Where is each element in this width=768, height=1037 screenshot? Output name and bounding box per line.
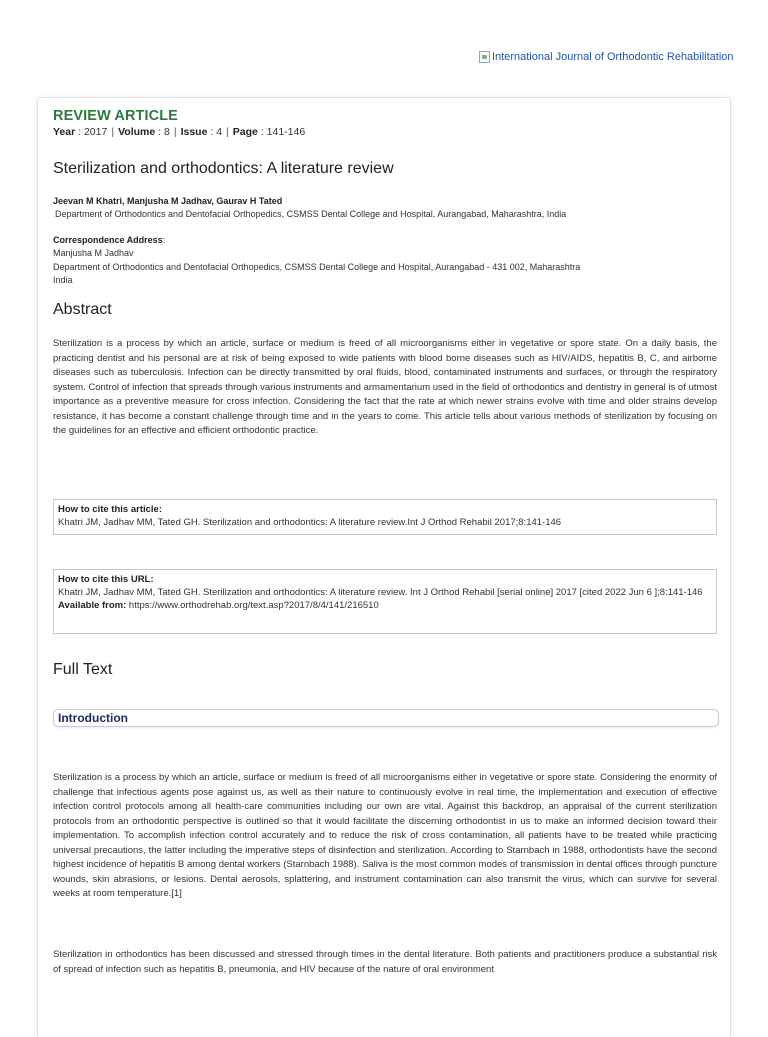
- cite-article-box: [53, 499, 717, 535]
- correspondence-country: India: [53, 275, 73, 285]
- meta-separator: |: [226, 126, 229, 138]
- cite-url-text: Khatri JM, Jadhav MM, Tated GH. Sterilization and orthodontics: A literature review. Int J Orthod Rehabil [serial online] 2017 [cited 2022 Jun 6 ];8:141-146: [58, 587, 703, 598]
- correspondence-label-text: Correspondence Address: [53, 235, 163, 245]
- page-label: Page: [232, 126, 258, 138]
- introduction-section-title: Introduction: [58, 711, 128, 725]
- cite-url-box: [53, 569, 717, 634]
- page-value: 141-146: [266, 126, 306, 138]
- journal-logo-alt-text: International Journal of Orthodontic Rehabilitation: [492, 51, 734, 63]
- broken-image-icon: [479, 51, 490, 63]
- meta-separator: |: [111, 126, 115, 138]
- author-affiliation: Department of Orthodontics and Dentofacial Orthopedics, CSMSS Dental College and Hospital, Aurangabad, Maharashtra, India: [55, 209, 567, 219]
- journal-logo-link[interactable]: [479, 47, 739, 67]
- correspondence-label: Correspondence Address:: [53, 235, 166, 245]
- abstract-heading: Abstract: [53, 301, 112, 318]
- year-label: Year: [53, 126, 76, 138]
- correspondence-address: Department of Orthodontics and Dentofacial Orthopedics, CSMSS Dental College and Hospital, Aurangabad - 431 002, Maharashtra: [53, 262, 581, 272]
- article-card: [37, 97, 731, 1037]
- introduction-paragraph-1: Sterilization is a process by which an article, surface or medium is freed of all microorganisms either in vegetative or spore state. Considering the enormity of challenge that infectious agents pose against us, as well as their nature to continuously evolve in real time, the implementation and execution of effective infection control protocols among all health-care communities including our own are vital. Against this backdrop, an appraisal of the current sterilization protocols from an orthodontic perspective is outlined so that it would facilitate the discerning orthodontist in us to make an informed decision toward their implementation. To accomplish infection control accurately and to reduce the risk of cross contamination, all patients have to be treated while practicing universal precautions, the latter including the imperative steps of disinfection and sterilization. According to Starnbach in 1988, orthodontists have the second highest incidence of hepatitis B among dental workers (Starnbach 1988). Saliva is the most common modes of transmission in dental offices through puncture wounds, skin abrasions, or lesions. Dental aerosols, splattering, and instrument contamination can also transmit the virus, which can survive for several weeks at room temperature.[1]: [53, 772, 717, 899]
- cite-article-text: Khatri JM, Jadhav MM, Tated GH. Sterilization and orthodontics: A literature review.Int J Orthod Rehabil 2017;8:141-146: [58, 517, 562, 528]
- volume-value: 8: [163, 126, 170, 138]
- issue-value: 4: [216, 126, 223, 138]
- cite-article-label: How to cite this article:: [58, 504, 162, 515]
- article-authors: Jeevan M Khatri, Manjusha M Jadhav, Gaurav H Tated: [53, 196, 283, 206]
- issue-label: Issue: [180, 126, 208, 138]
- article-url-link[interactable]: https://www.orthodrehab.org/text.asp?2017/8/4/141/216510: [128, 600, 379, 611]
- available-from: [58, 599, 712, 612]
- article-type: REVIEW ARTICLE: [53, 108, 178, 124]
- abstract-text: Sterilization is a process by which an article, surface or medium is freed of all microorganisms either in vegetative or spore state. On a daily basis, the practicing dentist and his personal are at risk of being exposed to wide patients with blood borne diseases such as HIV/AIDS, hepatitis B, C, and airborne diseases such as tuberculosis. Infection can be directly transmitted by oral fluids, blood, contaminated instruments and surfaces, or through the respiratory system. Control of infection that spreads through various instruments and armamentarium used in the field of orthodontics and dentistry in general is of utmost importance as a preventive measure for cross infection. Considering the fact that the rate at which newer strains evolve with time and older strains develop resistance, it has become a constant challenge through time and in the years to come. This article tells about various methods of sterilization by focusing on the guidelines for an effective and efficient orthodontic practice.: [53, 338, 717, 436]
- cite-url-label: How to cite this URL:: [58, 574, 154, 585]
- full-text-heading: Full Text: [53, 661, 113, 678]
- volume-label: Volume: [118, 126, 156, 138]
- available-from-label: Available from:: [58, 600, 127, 611]
- correspondence-name: Manjusha M Jadhav: [53, 248, 134, 258]
- introduction-paragraph-2: Sterilization in orthodontics has been discussed and stressed through times in the dental literature. Both patients and practitioners produce a substantial risk of spread of infection such as hepatitis B, pneumonia, and HIV because of the nature of oral environment: [53, 949, 717, 975]
- meta-separator: |: [173, 126, 177, 138]
- article-title: Sterilization and orthodontics: A literature review: [53, 160, 394, 177]
- article-meta: Year : 2017 | Volume : 8 | Issue : 4 | Page : 141-146: [53, 126, 306, 138]
- year-value: 2017: [83, 126, 108, 138]
- introduction-section-bar[interactable]: [53, 709, 719, 727]
